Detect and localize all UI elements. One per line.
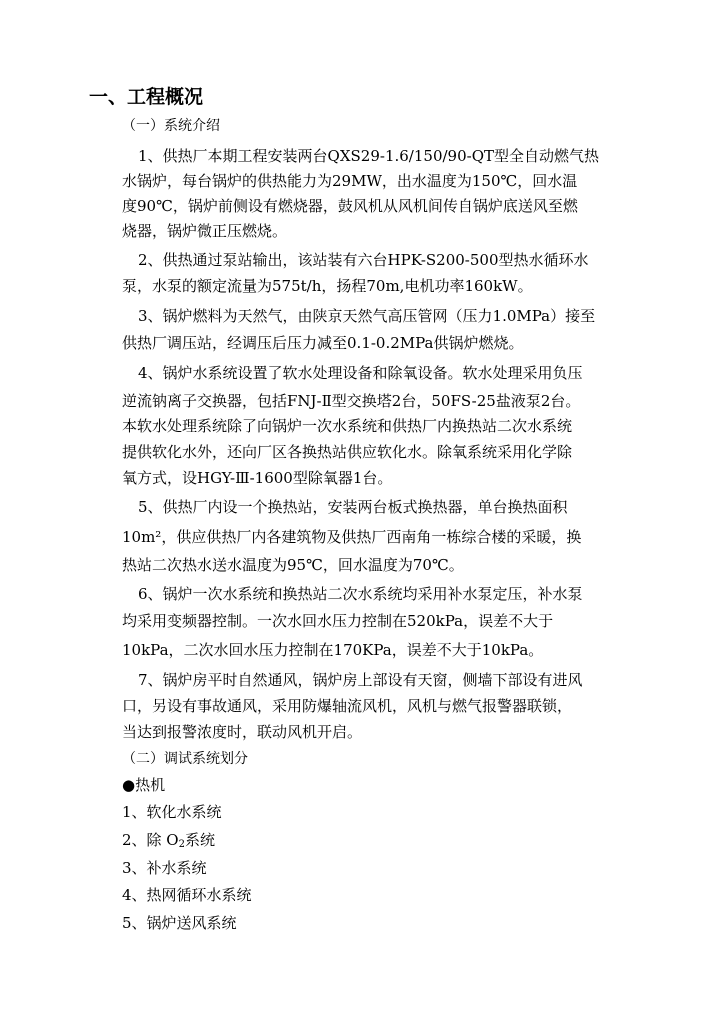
section-title-debug-division: （二）调试系统划分: [122, 751, 248, 767]
list-item-suffix: 系统: [184, 831, 215, 849]
list-item-prefix: 2、除 O: [122, 831, 179, 849]
paragraph-line: 本软水处理系统除了向锅炉一次水系统和供热厂内换热站二次水系统: [122, 417, 573, 435]
paragraph-line: 提供软化水外，还向厂区各换热站供应软化水。除氧系统采用化学除: [122, 443, 573, 461]
paragraph-line: 7、锅炉房平时自然通风，锅炉房上部设有天窗，侧墙下部设有进风: [138, 671, 583, 689]
paragraph-line: 当达到报警浓度时，联动风机开启。: [122, 723, 363, 741]
page-title: 一、工程概况: [89, 86, 204, 108]
paragraph-line: 3、锅炉燃料为天然气，由陕京天然气高压管网（压力1.0MPa）接至: [138, 307, 596, 325]
list-item: 3、补水系统: [122, 859, 207, 877]
subsection-heading: ●热机: [122, 776, 166, 794]
paragraph-line: 4、锅炉水系统设置了软水处理设备和除氧设备。软水处理采用负压: [138, 364, 583, 382]
paragraph-line: 水锅炉，每台锅炉的供热能力为29MW，出水温度为150℃，回水温: [122, 172, 578, 190]
list-item: 4、热网循环水系统: [122, 886, 252, 904]
paragraph-line: 2、供热通过泵站输出，该站装有六台HPK-S200-500型热水循环水: [138, 251, 589, 269]
paragraph-line: 10kPa，二次水回水压力控制在170KPa，误差不大于10kPa。: [122, 641, 544, 659]
paragraph-line: 泵，水泵的额定流量为575t/h，扬程70m,电机功率160kW。: [122, 277, 533, 295]
paragraph-line: 1、供热厂本期工程安装两台QXS29-1.6/150/90-QT型全自动燃气热: [138, 147, 600, 165]
subscript: 2: [178, 839, 185, 850]
section-title-system-intro: （一）系统介绍: [122, 118, 220, 134]
list-item: 5、锅炉送风系统: [122, 914, 237, 932]
list-item: [122, 830, 642, 850]
paragraph-line: 度90℃，锅炉前侧设有燃烧器，鼓风机从风机间传自锅炉底送风至燃: [122, 197, 578, 215]
paragraph-line: 10m²，供应供热厂内各建筑物及供热厂西南角一栋综合楼的采暖，换: [122, 528, 582, 546]
paragraph-line: 氧方式，设HGY-Ⅲ-1600型除氧器1台。: [122, 469, 393, 487]
list-item: 1、软化水系统: [122, 803, 222, 821]
paragraph-line: 烧器，锅炉微正压燃烧。: [122, 222, 288, 240]
paragraph-line: 供热厂调压站，经调压后压力减至0.1-0.2MPa供锅炉燃烧。: [122, 334, 524, 352]
paragraph-line: 热站二次热水送水温度为95℃，回水温度为70℃。: [122, 556, 464, 574]
paragraph-line: 均采用变频器控制。一次水回水压力控制在520kPa，误差不大于: [122, 612, 554, 630]
paragraph-line: 5、供热厂内设一个换热站，安装两台板式换热器，单台换热面积: [138, 498, 568, 516]
paragraph-line: 6、锅炉一次水系统和换热站二次水系统均采用补水泵定压，补水泵: [138, 585, 583, 603]
paragraph-line: 口，另设有事故通风，采用防爆轴流风机，风机与燃气报警器联锁，: [122, 697, 573, 715]
paragraph-line: 逆流钠离子交换器，包括FNJ-Ⅱ型交换塔2台，50FS-25盐液泵2台。: [122, 392, 581, 410]
